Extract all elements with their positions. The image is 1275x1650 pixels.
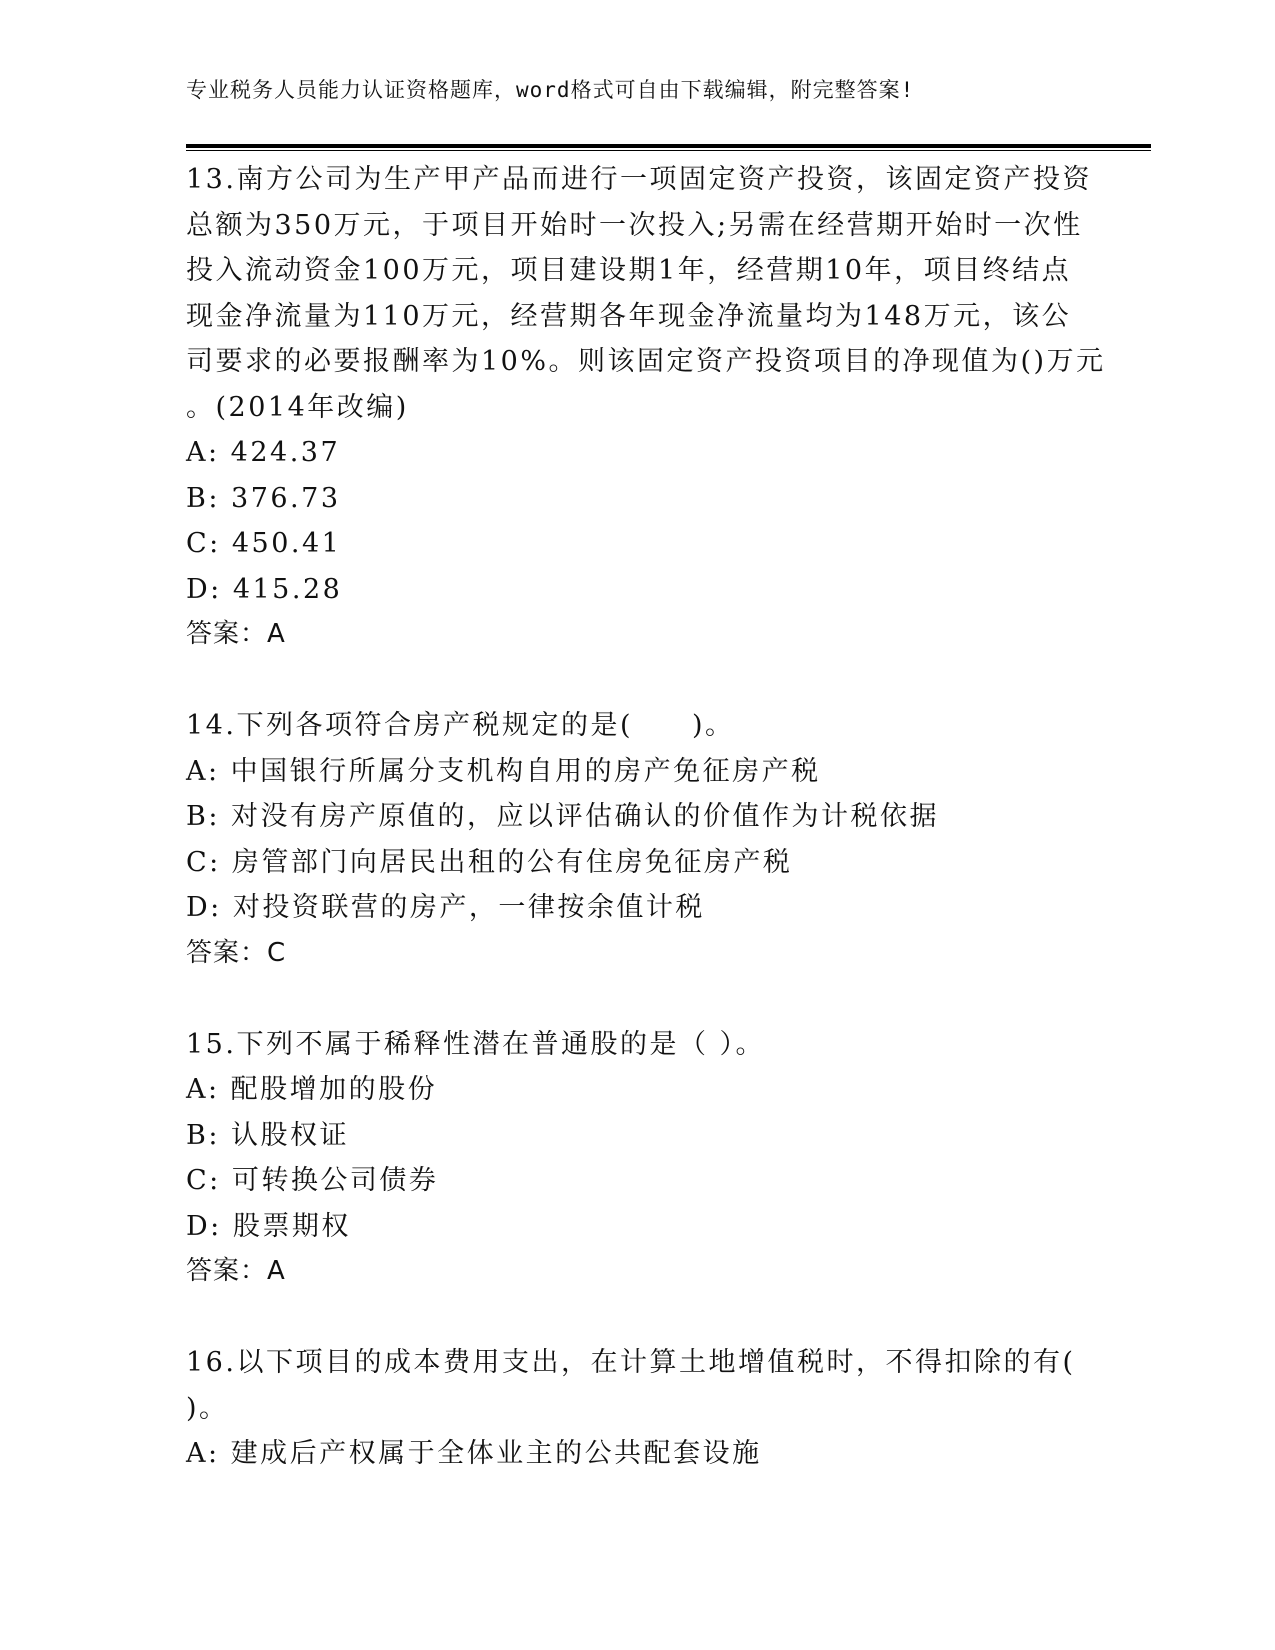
answer-label: 答案：A <box>186 1256 286 1286</box>
answer-label: 答案：A <box>186 619 286 649</box>
option-b: B: 认股权证 <box>186 1119 350 1151</box>
question-text-line: 16.以下项目的成本费用支出，在计算土地增值税时，不得扣除的有( <box>186 1347 1076 1378</box>
header-rule-thick <box>186 144 1151 148</box>
question-text-line: 14.下列各项符合房产税规定的是( )。 <box>186 710 735 741</box>
option-d: D: 对投资联营的房产，一律按余值计税 <box>186 892 705 923</box>
option-c: C: 可转换公司债券 <box>186 1165 439 1196</box>
page-header: 专业税务人员能力认证资格题库，word格式可自由下载编辑，附完整答案! <box>186 78 915 102</box>
question-13 <box>186 157 1106 658</box>
question-16 <box>186 1340 1086 1477</box>
question-text-line: )。 <box>186 1392 229 1424</box>
question-text-line: 司要求的必要报酬率为10%。则该固定资产投资项目的净现值为()万元 <box>186 346 1106 377</box>
option-b: B: 376.73 <box>186 482 341 514</box>
question-text-line: 投入流动资金100万元，项目建设期1年，经营期10年，项目终结点 <box>186 255 1072 286</box>
option-c: C: 450.41 <box>186 528 342 559</box>
question-spacer <box>186 976 1086 1022</box>
option-a: A: 配股增加的股份 <box>186 1074 438 1105</box>
option-c: C: 房管部门向居民出租的公有住房免征房产税 <box>186 846 793 878</box>
question-15 <box>186 1022 1086 1295</box>
question-text-line: 总额为350万元，于项目开始时一次投入;另需在经营期开始时一次性 <box>186 209 1083 241</box>
question-text-line: 现金净流量为110万元，经营期各年现金净流量均为148万元，该公 <box>186 300 1072 332</box>
option-d: D: 股票期权 <box>186 1210 351 1242</box>
answer-label: 答案：C <box>186 937 287 968</box>
question-spacer <box>186 658 1086 704</box>
question-spacer <box>186 1295 1086 1341</box>
header-rule-thin <box>186 150 1151 151</box>
option-d: D: 415.28 <box>186 573 343 605</box>
question-text-line: 。(2014年改编) <box>186 391 409 423</box>
option-a: A: 424.37 <box>186 437 341 468</box>
option-a: A: 中国银行所属分支机构自用的房产免征房产税 <box>186 755 821 787</box>
option-b: B: 对没有房产原值的，应以评估确认的价值作为计税依据 <box>186 801 940 832</box>
option-a: A: 建成后产权属于全体业主的公共配套设施 <box>186 1438 762 1469</box>
question-14 <box>186 703 1086 976</box>
question-text-line: 13.南方公司为生产甲产品而进行一项固定资产投资，该固定资产投资 <box>186 164 1092 195</box>
question-text-line: 15.下列不属于稀释性潜在普通股的是（ ）。 <box>186 1028 766 1060</box>
question-list <box>186 157 1106 1477</box>
